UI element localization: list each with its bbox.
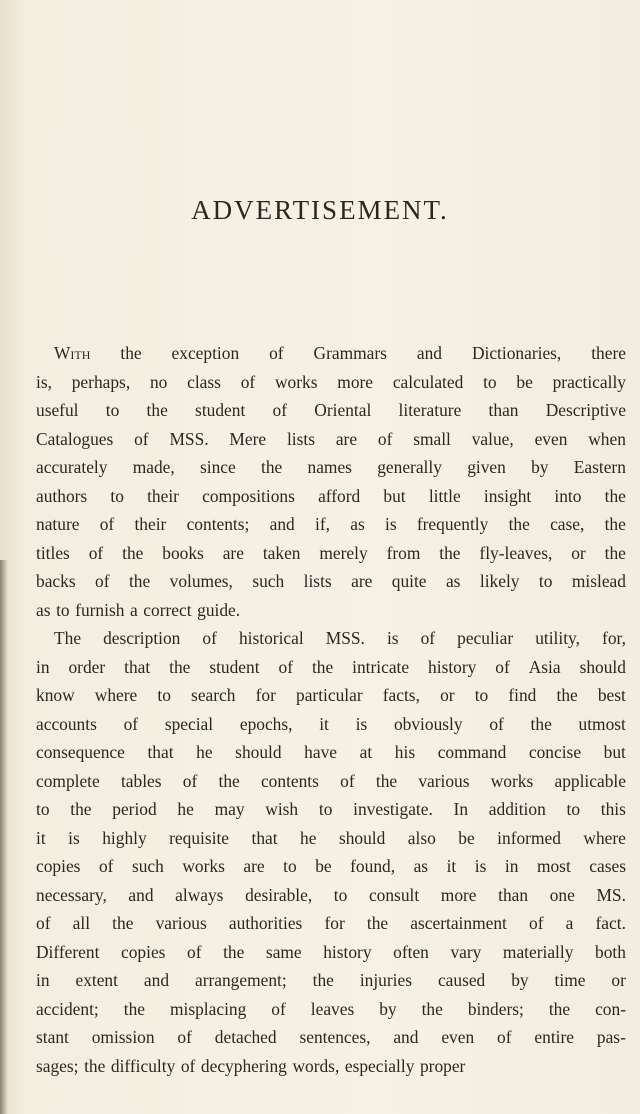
word: of — [98, 856, 114, 876]
word: consequence — [36, 742, 125, 762]
word: utmost — [578, 713, 626, 734]
word: is — [384, 514, 397, 534]
word: guide. — [197, 599, 241, 620]
word: description — [103, 628, 181, 648]
word: proper — [419, 1055, 466, 1076]
word: to — [474, 685, 489, 705]
word: of — [95, 571, 110, 591]
word: is — [68, 827, 80, 848]
word: he — [196, 742, 213, 762]
word: student — [209, 656, 260, 677]
text-line — [36, 567, 626, 596]
word: of — [134, 428, 149, 449]
word: more — [440, 884, 477, 905]
word: of — [99, 514, 115, 534]
word: where — [94, 685, 138, 705]
word: merely — [319, 542, 368, 563]
word: the — [556, 685, 578, 705]
word: of — [497, 1027, 512, 1047]
word: misplacing — [169, 998, 247, 1019]
word: the — [421, 998, 443, 1019]
word: it — [36, 827, 46, 848]
word: search — [191, 685, 236, 705]
word: facts, — [382, 685, 420, 705]
word: in — [36, 656, 50, 677]
word: Mere — [229, 428, 267, 449]
word: contents — [260, 770, 319, 791]
word: the — [70, 799, 92, 819]
word: addition — [488, 799, 546, 819]
word: quite — [391, 571, 427, 591]
word: to — [318, 799, 333, 819]
text-line — [36, 1023, 626, 1052]
word: Different — [36, 941, 100, 962]
word: books — [162, 542, 204, 563]
word: necessary, — [36, 884, 107, 905]
word: there — [591, 343, 626, 363]
word: the — [604, 542, 626, 563]
word: useful — [36, 400, 79, 420]
word: and — [143, 970, 170, 990]
word: of — [272, 400, 288, 420]
word: fly-leaves, — [479, 542, 553, 563]
word: leaves — [310, 998, 355, 1019]
word: as — [445, 571, 461, 591]
word: correct — [143, 599, 192, 620]
word: generally — [377, 457, 442, 477]
word: mislead — [571, 571, 626, 591]
text-line — [36, 368, 626, 397]
word: are — [243, 856, 265, 876]
word: that — [124, 656, 151, 677]
word: of — [88, 542, 104, 563]
word: history — [323, 941, 372, 962]
word: the — [261, 457, 283, 477]
word: particular — [296, 685, 363, 705]
word: binders; — [467, 998, 524, 1019]
word: this — [600, 799, 626, 819]
word: investigate. — [353, 799, 433, 819]
word: class — [187, 371, 221, 392]
word: the — [122, 542, 144, 563]
word: the — [218, 770, 240, 791]
text-line — [36, 482, 626, 511]
word: since — [200, 457, 236, 477]
word: and — [393, 1027, 419, 1047]
word: is — [355, 713, 368, 734]
word: find — [508, 685, 537, 705]
word: to — [283, 856, 297, 876]
word: of — [36, 913, 51, 933]
word: a — [130, 599, 138, 620]
word: are — [351, 571, 373, 591]
word: or — [571, 542, 586, 563]
word: cases — [589, 856, 626, 876]
word: MSS. — [169, 428, 209, 449]
word: even — [534, 428, 568, 449]
word: ascertainment — [410, 913, 507, 933]
word: order — [68, 656, 106, 677]
word: the — [366, 913, 389, 933]
text-line — [36, 852, 626, 881]
text-line — [36, 653, 626, 682]
word: by — [511, 970, 529, 990]
word: the — [312, 970, 334, 990]
word: to — [110, 485, 124, 506]
word: consult — [368, 884, 420, 905]
word: of — [529, 913, 544, 933]
word: accounts — [36, 713, 97, 734]
text-line — [36, 824, 626, 853]
word: injuries — [359, 970, 412, 990]
word: Grammars — [313, 343, 387, 363]
word: perhaps, — [71, 371, 131, 392]
word: their — [147, 485, 179, 506]
word: than — [498, 884, 529, 905]
word: at — [359, 742, 373, 762]
word: to — [483, 371, 497, 392]
word: history — [428, 656, 477, 677]
text-line — [36, 510, 626, 539]
word: but — [603, 742, 626, 762]
word: to — [333, 884, 348, 905]
word: of — [180, 1055, 196, 1076]
word: volumes, — [169, 571, 233, 591]
word: are — [335, 428, 358, 449]
word: contents; — [186, 514, 250, 534]
word: Dictionaries, — [471, 343, 562, 363]
word: when — [588, 428, 626, 449]
word: of — [269, 343, 284, 363]
word: have — [304, 742, 338, 762]
word: backs — [36, 571, 76, 591]
word: time — [554, 970, 586, 990]
word: such — [131, 856, 164, 876]
word: intricate — [352, 656, 410, 677]
word: it — [319, 713, 329, 734]
word: the — [375, 770, 398, 791]
word: if, — [315, 514, 330, 534]
word: or — [611, 970, 626, 990]
word: works — [275, 371, 318, 392]
word: nature — [36, 514, 80, 534]
word: and — [269, 514, 295, 534]
text-line — [36, 681, 626, 710]
word: especially — [344, 1055, 415, 1076]
word: given — [467, 457, 506, 477]
word: MSS. — [325, 628, 365, 648]
word: of — [271, 998, 286, 1019]
word: of — [123, 713, 139, 734]
word: practically — [552, 371, 626, 392]
word: copies — [36, 856, 81, 876]
word: the — [169, 656, 191, 677]
word: the — [120, 343, 142, 363]
text-line — [36, 938, 626, 967]
word: words, — [292, 1055, 340, 1076]
word: be — [516, 371, 533, 392]
word: special — [164, 713, 214, 734]
word: detached — [214, 1027, 277, 1047]
word: lists — [303, 571, 332, 591]
word: it — [446, 856, 457, 876]
word: may — [214, 799, 245, 819]
word: of — [489, 713, 504, 734]
word: but — [383, 485, 406, 506]
word: is — [474, 856, 487, 876]
word: to — [566, 799, 581, 819]
word: stant — [36, 1027, 69, 1047]
word: literature — [398, 400, 462, 420]
word: the — [146, 400, 168, 420]
word: than — [488, 400, 519, 420]
word: his — [394, 742, 416, 762]
text-line — [36, 738, 626, 767]
word: and — [128, 884, 154, 905]
word: omission — [91, 1027, 155, 1047]
word: little — [428, 485, 461, 506]
word: utility, — [535, 628, 580, 648]
word: all — [72, 913, 91, 933]
word: found, — [350, 856, 396, 876]
word: same — [265, 941, 302, 962]
word: complete — [36, 770, 100, 791]
word: the — [530, 713, 552, 734]
word: the — [223, 941, 245, 962]
word: In — [453, 799, 469, 819]
word: lists — [286, 428, 315, 449]
word: the — [123, 998, 145, 1019]
word: works — [182, 856, 225, 876]
word: for — [324, 913, 345, 933]
page-title: ADVERTISEMENT. — [191, 195, 449, 225]
word: taken — [262, 542, 301, 563]
word: that — [147, 742, 174, 762]
word: the — [311, 656, 334, 677]
word: of — [420, 628, 436, 648]
word: by — [379, 998, 397, 1019]
word: various — [418, 770, 470, 791]
word: of — [177, 1027, 192, 1047]
word: no — [149, 371, 168, 392]
text-line — [36, 710, 626, 739]
word: by — [531, 457, 549, 477]
word: in — [504, 856, 519, 876]
word: obviously — [393, 713, 463, 734]
word: furnish — [75, 599, 125, 620]
word: authorities — [228, 913, 303, 933]
word: applicable — [554, 770, 626, 791]
word: best — [597, 685, 626, 705]
word: for, — [602, 628, 626, 648]
word: know — [36, 685, 75, 705]
word: compositions — [202, 485, 295, 506]
word: likely — [479, 571, 520, 591]
word: desirable, — [245, 884, 313, 905]
word: he — [177, 799, 194, 819]
word: of — [182, 770, 198, 791]
word: tables — [120, 770, 162, 791]
word: insight — [483, 485, 532, 506]
word: titles — [36, 542, 70, 563]
word: made, — [132, 457, 175, 477]
word: the — [439, 542, 461, 563]
word: sentences, — [299, 1027, 371, 1047]
word: calculated — [392, 371, 464, 392]
text-line — [36, 596, 626, 625]
word: such — [252, 571, 285, 591]
word: be — [315, 856, 332, 876]
word: entire — [534, 1027, 575, 1047]
text-line — [36, 396, 626, 425]
word: to — [538, 571, 553, 591]
text-line — [36, 425, 626, 454]
word: the — [604, 514, 626, 534]
word: to — [105, 400, 120, 420]
word: as — [36, 599, 51, 620]
word: caused — [437, 970, 486, 990]
word: the — [508, 514, 530, 534]
word: as — [413, 856, 429, 876]
word: to — [36, 799, 50, 819]
binding-shadow — [0, 560, 8, 1114]
word: always — [175, 884, 224, 905]
word: or — [440, 685, 455, 705]
word: extent — [75, 970, 118, 990]
word: and — [416, 343, 442, 363]
text-line — [36, 795, 626, 824]
text-line — [36, 624, 626, 653]
word: of — [377, 428, 393, 449]
body-text — [36, 339, 626, 1080]
word: often — [393, 941, 429, 962]
word: is — [386, 628, 399, 648]
word: frequently — [416, 514, 489, 534]
word: pas- — [596, 1027, 626, 1047]
word: With — [54, 343, 91, 363]
word: peculiar — [457, 628, 514, 648]
word: highly — [102, 827, 147, 848]
word: of — [240, 371, 256, 392]
word: Eastern — [573, 457, 626, 477]
word: where — [583, 827, 626, 848]
word: are — [222, 542, 244, 563]
word: afford — [318, 485, 361, 506]
word: to — [157, 685, 171, 705]
word: the — [128, 571, 151, 591]
word: historical — [238, 628, 304, 648]
word: works — [490, 770, 534, 791]
word: fact. — [595, 913, 626, 933]
word: case, — [550, 514, 585, 534]
word: as — [350, 514, 365, 534]
word: also — [407, 827, 436, 848]
word: both — [595, 941, 626, 962]
word: various — [155, 913, 207, 933]
word: one — [549, 884, 575, 905]
word: vary — [450, 941, 482, 962]
word: the — [84, 1055, 106, 1076]
word: be — [458, 827, 475, 848]
text-line — [36, 909, 626, 938]
word: most — [536, 856, 571, 876]
word: should — [235, 742, 282, 762]
word: from — [386, 542, 421, 563]
word: period — [112, 799, 157, 819]
word: of — [340, 770, 355, 791]
text-line — [36, 767, 626, 796]
text-line — [36, 995, 626, 1024]
word: Catalogues — [36, 428, 114, 449]
word: student — [195, 400, 246, 420]
word: of — [278, 656, 293, 677]
word: small — [413, 428, 451, 449]
word: informed — [497, 827, 561, 848]
word: the — [112, 913, 134, 933]
word: even — [441, 1027, 475, 1047]
word: wish — [265, 799, 299, 819]
word: more — [337, 371, 374, 392]
text-line — [36, 339, 626, 368]
word: MS. — [596, 884, 626, 905]
word: for — [255, 685, 276, 705]
word: exception — [171, 343, 240, 363]
word: their — [134, 514, 167, 534]
text-line — [36, 1052, 626, 1081]
word: Asia — [528, 656, 561, 677]
text-line — [36, 966, 626, 995]
word: sages; — [36, 1055, 79, 1076]
word: value, — [471, 428, 514, 449]
word: materially — [502, 941, 574, 962]
word: Oriental — [314, 400, 372, 420]
word: to — [56, 599, 70, 620]
word: of — [495, 656, 510, 677]
word: The — [54, 628, 82, 648]
word: difficulty — [110, 1055, 176, 1076]
word: copies — [121, 941, 166, 962]
word: concise — [528, 742, 582, 762]
word: the — [604, 485, 626, 506]
word: into — [554, 485, 582, 506]
text-line — [36, 453, 626, 482]
word: decyphering — [200, 1055, 287, 1076]
word: Descriptive — [545, 400, 626, 420]
word: the — [548, 998, 571, 1019]
word: names — [307, 457, 352, 477]
text-line — [36, 881, 626, 910]
word: he — [300, 827, 317, 848]
word: epochs, — [239, 713, 293, 734]
word: accurately — [36, 457, 108, 477]
word: arrangement; — [194, 970, 287, 990]
text-line — [36, 539, 626, 568]
word: con- — [595, 998, 626, 1019]
word: command — [437, 742, 507, 762]
word: is, — [36, 371, 52, 392]
word: of — [187, 941, 202, 962]
word: should — [338, 827, 386, 848]
word: in — [36, 970, 50, 990]
word: authors — [36, 485, 88, 506]
word: should — [579, 656, 626, 677]
word: a — [565, 913, 574, 933]
word: that — [251, 827, 278, 848]
word: accident; — [36, 998, 99, 1019]
word: requisite — [169, 827, 230, 848]
word: of — [202, 628, 217, 648]
